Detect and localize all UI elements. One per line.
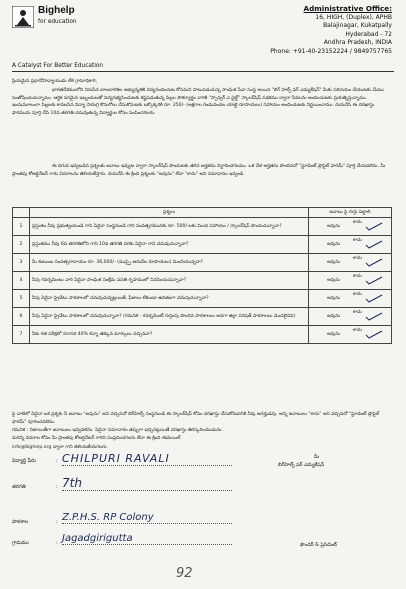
check-mark-icon <box>365 276 383 285</box>
row-number: 7 <box>13 326 30 344</box>
row-number: 1 <box>13 218 30 236</box>
question-text: ప్రస్తుతం నీవు ప్రభుత్వంనుండి గాని ఏదైనా సంస్థనుండి గాని సంవత్సరమునకు రూ. 500/-లకు మించి సహాయం / స్కాలర్‌షిప్ పొందుచున్నావా? <box>30 218 309 236</box>
answer-cell[interactable] <box>309 290 392 308</box>
yes-option[interactable]: అవును <box>327 278 341 283</box>
contact-email[interactable]: info@bighelp.org ద్వారా గాని తెలియజేయగలరు. <box>12 445 108 450</box>
note-eligibility: పై వాటిలో ఏదైనా ఒక ప్రశ్నకు నీ జవాబు "అవును" అని వచ్చినచో బిగ్‌హెల్ప్ సంస్థనుండి ఈ స్కాలర్‌షిప్ కోసం దరఖాస్తు చేసుకోవడానికి నీవు అనర్హుడవు. అన్ని జవాబులు "కాదు" అని వచ్చినచో "స్టూడెంట్ ప్రొఫైల్ ఫారమ్" పూరించవలెను. <box>12 412 380 425</box>
answer-cell[interactable] <box>309 236 392 254</box>
brand-subtitle: for education <box>38 19 77 25</box>
questions-table <box>12 207 392 344</box>
village-field[interactable]: Jagadgirigutta <box>62 533 232 545</box>
col-answer: జవాబు పై గుర్తు పెట్టాలి <box>309 208 392 218</box>
no-option[interactable]: కాదు <box>353 310 362 315</box>
question-text: నీవు గవర్నమెంటు వారి ఏదైనా సాంఘిక సంక్షేమ వసతి గృహములో నివసించుచున్నావా? <box>30 272 309 290</box>
col-num <box>13 208 30 218</box>
row-number: 2 <box>13 236 30 254</box>
question-text: నీవు ఏదైనా ప్రైవేటు పాఠశాలలో చదువుచున్నట్లయితే, ఫీజులు లేకుండా ఉచితంగా చదువుచున్నావా? <box>30 290 309 308</box>
yes-option[interactable]: అవును <box>327 224 341 229</box>
office-line: Hyderabad - 72 <box>345 30 392 38</box>
yes-option[interactable]: అవును <box>327 260 341 265</box>
answer-cell[interactable] <box>309 326 392 344</box>
table-row <box>13 326 392 344</box>
row-number: 5 <box>13 290 30 308</box>
header-divider <box>12 71 394 72</box>
tagline: A Catalyst For Better Education <box>12 63 104 69</box>
founder-signature: ఫౌండర్ & ప్రెసిడెంట్ <box>300 543 337 548</box>
table-row <box>13 290 392 308</box>
village-label: గ్రామము <box>12 540 29 546</box>
office-line: 16, HIGH, (Duplex), APHB <box>315 13 392 21</box>
answer-cell[interactable] <box>309 254 392 272</box>
no-option[interactable]: కాదు <box>353 328 362 333</box>
table-row <box>13 218 392 236</box>
salutation: ప్రియమైన ప్రధానోపాధ్యాయుడు లేక గ్రామాధికారి, <box>12 79 98 84</box>
yes-option[interactable]: అవును <box>327 332 341 337</box>
office-line: Phone: +91-40-23152224 / 9849757765 <box>270 47 392 55</box>
bighelp-logo-icon <box>12 6 34 28</box>
school-field[interactable]: Z.P.H.S. RP Colony <box>62 512 232 524</box>
no-option[interactable]: కాదు <box>353 292 362 297</box>
brand-name: Bighelp <box>38 5 75 16</box>
student-name-field[interactable]: CHILPURI RAVALI <box>62 452 232 466</box>
col-question: ప్రశ్నలు <box>30 208 309 218</box>
office-line: Andhra Pradesh, INDIA <box>323 39 392 47</box>
check-mark-icon <box>365 330 383 339</box>
office-address <box>222 5 392 57</box>
check-mark-icon <box>365 222 383 231</box>
table-header-row <box>13 208 392 218</box>
answer-cell[interactable] <box>309 218 392 236</box>
table-row <box>13 254 392 272</box>
yes-option[interactable]: అవును <box>327 242 341 247</box>
check-mark-icon <box>365 240 383 249</box>
organization-signature: బిగ్‌హెల్ప్ ఫర్ ఎడ్యుకేషన్ <box>278 463 325 468</box>
answer-cell[interactable] <box>309 308 392 326</box>
no-option[interactable]: కాదు <box>353 238 362 243</box>
yes-option[interactable]: అవును <box>327 296 341 301</box>
class-field[interactable]: 7th <box>62 476 232 491</box>
question-text: ప్రస్తుతము నీవు 6వ తరగతిలోని గాని 10వ తరగతి వరకు ఏదైనా గాని చదువుచున్నావా? <box>30 236 309 254</box>
check-mark-icon <box>365 258 383 267</box>
row-number: 3 <box>13 254 30 272</box>
table-row <box>13 236 392 254</box>
yes-option[interactable]: అవును <box>327 314 341 319</box>
no-option[interactable]: కాదు <box>353 274 362 279</box>
letter-paragraph-2: ఈ దిగువ ఇవ్వబడిన ప్రశ్నలకు జవాబు ఇవ్వుట ద్వారా స్కాలర్‌షిప్ పొందుటకు తగిన అర్హతను నిర్ధారించగలము. ఒక వేళ అర్హతను పొందినచో "స్టూడెంట్ ప్రొఫైల్ ఫారమ్" పూర్తి చేయవలెను. మీ ప్రాంతపు కోఆర్డినేటర్ గారు వివరాలను తెలియజేస్తారు. దయచేసి ఈ క్రింది ప్రశ్నలకు "అవును" లేదా "కాదు" అని సమాధానం ఇవ్వండి. <box>12 164 386 177</box>
no-option[interactable]: కాదు <box>353 220 362 225</box>
name-label: విద్యార్థి పేరు <box>12 458 36 464</box>
answer-cell[interactable] <box>309 272 392 290</box>
page-mark: 92 <box>176 566 193 581</box>
class-label: తరగతి <box>12 484 26 490</box>
check-mark-icon <box>365 294 383 303</box>
office-line: Balajinagar, Kukatpally <box>323 22 392 30</box>
note-honesty: గమనిక : నిజాయితీగా జవాబులు ఇవ్వవలెను. ఏదైనా సమాచారం తప్పుగా ఇచ్చినట్లయితే దరఖాస్తు తిరస్కరించబడును. <box>12 428 223 433</box>
table-row <box>13 308 392 326</box>
question-text: మీ కుటుంబ సంవత్సరాదాయం రూ. 36,000/- (ముప్పై ఆరువేల రూపాయలు) మించియున్నదా? <box>30 254 309 272</box>
office-title: Administrative Office: <box>303 4 392 13</box>
table-row <box>13 272 392 290</box>
row-number: 4 <box>13 272 30 290</box>
note-contact: మరిన్ని వివరాల కోసం మీ ప్రాంతపు కోఆర్డినేటర్ గారిని సంప్రదించగలరు లేదా ఈ క్రింది ఈమెయిల్ <box>12 436 181 441</box>
question-text: నీవు ఏదైనా ప్రైవేటు పాఠశాలలో చదువుచున్నావా? (గమనిక - గవర్నమెంట్ గుర్తింపు పొందిన పాఠశాలలు అనగా జిల్లా పరిషత్ పాఠశాలలు మొదలైనవి) <box>30 308 309 326</box>
row-number: 6 <box>13 308 30 326</box>
letter-paragraph-1: భారతదేశములోని నిరుపేద బాలబాలికల అభ్యున్నతికి విద్యనందించుట కోసమని పాటుపడుచున్న సాంఘిక సేవా సంస్థ అయిన "బిగ్ హెల్ప్ ఫర్ ఎడ్యుకేషన్" మీకు పరిచయం చేయుటకు మేము సంతోషించుచున్నాము. ఆర్థిక పరమైన ఇబ్బందులతో విద్యనభ్యసించుటకు కష్టపడుతున్న పిల్లల సౌకర్యార్థం వారికి "స్పాన్సర్ ఎ ఛైల్డ్" స్కాలర్‌షిప్ పథకము ద్వారా సేవలను అందించుటకు ప్రయత్నిస్తున్నాము. ఇందుమూలంగా పిల్లలకు కావలసిన విద్యా సామగ్రి కొనుగోలు చేసుకొనుటకు ఒక్కొక్కరికి రూ. 250/- (అక్షరాల రెండువందల యాభై రూపాయలు) సహాయం అందించుటకు నిర్ణయించాము. దయచేసి ఈ దరఖాస్తు ఫారమును పూర్తి చేసి 10వ తరగతి చదువుతున్న విద్యార్థుల కోసం పంపించగలరు. <box>12 88 384 116</box>
signature-prefix: మీ <box>314 455 320 460</box>
question-text: నీకు గత పరీక్షలో సరాసరి 40% కన్నా తక్కువ మార్కులు వచ్చినవా? <box>30 326 309 344</box>
no-option[interactable]: కాదు <box>353 256 362 261</box>
check-mark-icon <box>365 312 383 321</box>
school-label: పాఠశాల <box>12 519 29 525</box>
